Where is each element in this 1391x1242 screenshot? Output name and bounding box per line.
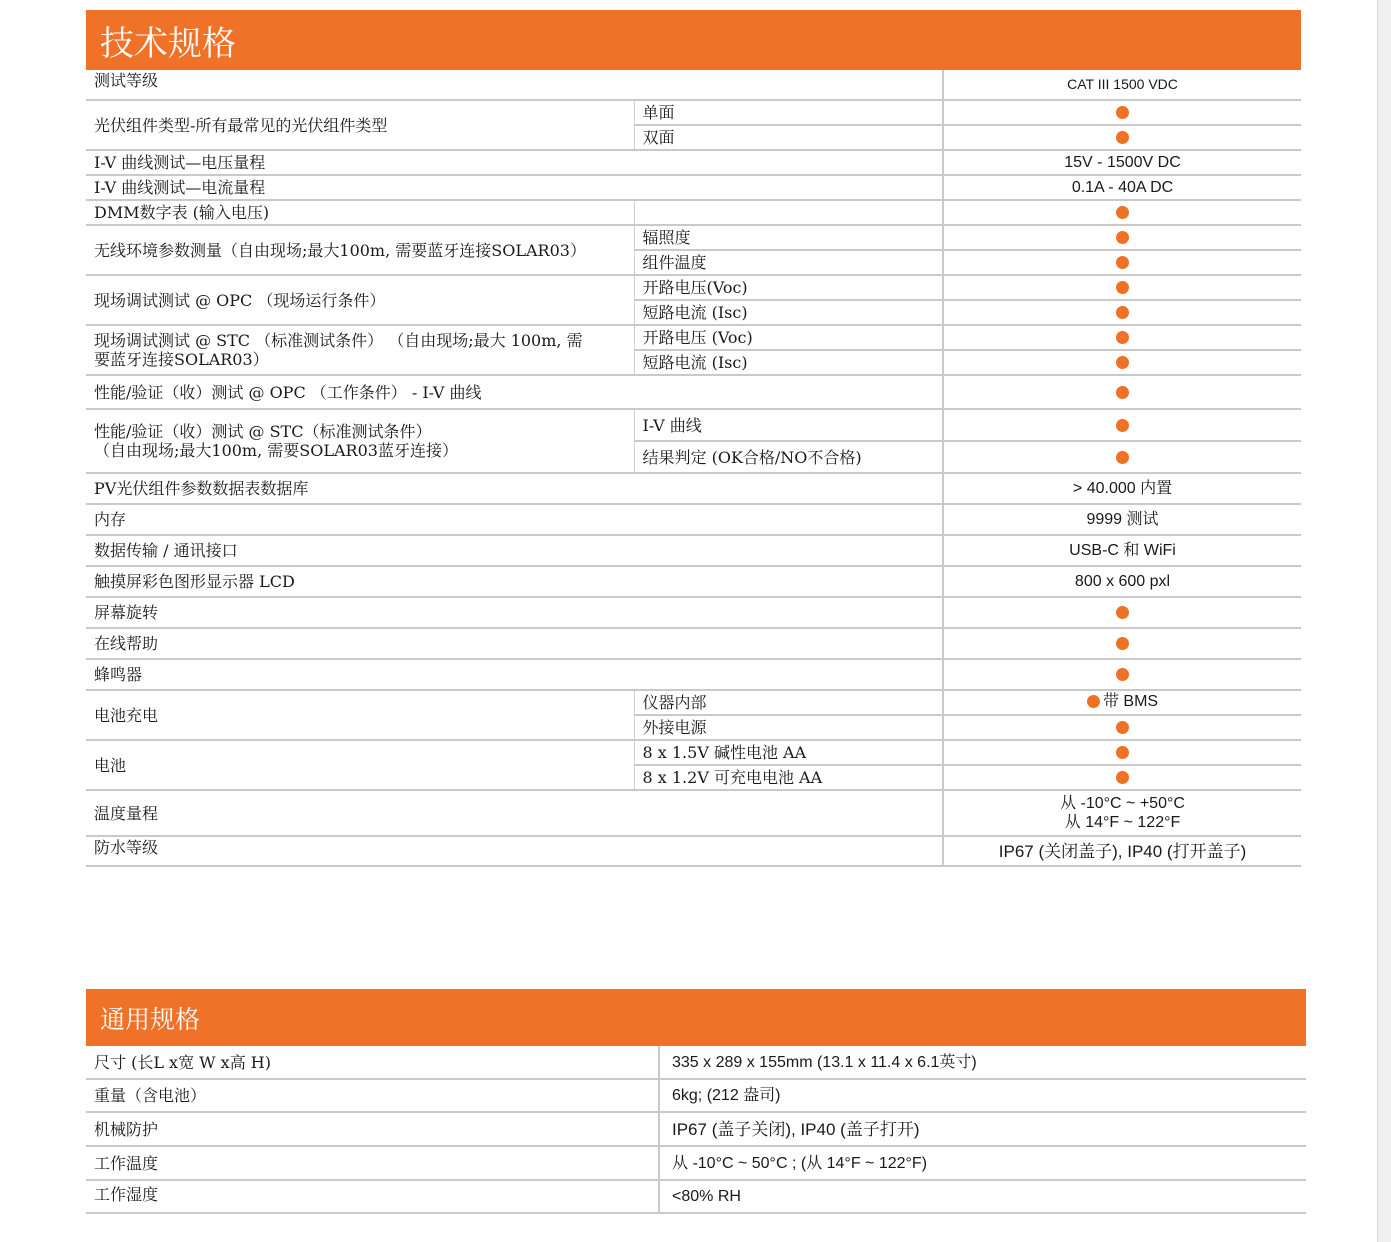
dot-icon: [1087, 695, 1100, 708]
table-row: [86, 275, 1301, 300]
spec-value: USB-C 和 WiFi: [943, 535, 1301, 566]
spec-label: 数据传输 / 通讯接口: [86, 535, 943, 566]
dot-icon: [1116, 256, 1129, 269]
spec-sublabel: 短路电流 (Isc): [634, 300, 943, 325]
spec-sublabel: I-V 曲线: [634, 409, 943, 441]
table-row: [86, 175, 1301, 200]
spec-value: 从 -10°C ~ 50°C ; (从 14°F ~ 122°F): [659, 1146, 1306, 1180]
dot-icon: [1116, 106, 1129, 119]
spec-label: 屏幕旋转: [86, 597, 943, 628]
spec-label: 工作温度: [86, 1146, 659, 1180]
spec-sublabel: 结果判定 (OK合格/NO不合格): [634, 441, 943, 473]
spec-label: 温度量程: [86, 790, 943, 836]
table-row: [86, 628, 1301, 659]
dot-icon: [1116, 356, 1129, 369]
table-row: [86, 473, 1301, 504]
table-row: [86, 200, 1301, 225]
spec-value: 15V - 1500V DC: [943, 150, 1301, 175]
spec-label: 尺寸 (长L x宽 W x高 H): [86, 1046, 659, 1079]
dot-icon: [1116, 746, 1129, 759]
spec-label: I-V 曲线测试—电流量程: [86, 175, 943, 200]
general-specs-header: [86, 989, 1306, 1046]
table-row: [86, 659, 1301, 690]
dot-icon: [1116, 668, 1129, 681]
spec-label: 蜂鸣器: [86, 659, 943, 690]
tech-specs-table: [86, 70, 1301, 867]
spec-value-line: 从 14°F ~ 122°F: [1064, 814, 1181, 831]
tech-specs-header: [86, 10, 1301, 70]
table-row: [86, 597, 1301, 628]
spec-label: [86, 409, 634, 473]
dot-icon: [1116, 771, 1129, 784]
spec-value: IP67 (盖子关闭), IP40 (盖子打开): [659, 1112, 1306, 1146]
spec-label-line: 要蓝牙连接SOLAR03）: [94, 350, 269, 369]
spec-value: > 40.000 内置: [943, 473, 1301, 504]
dot-icon: [1116, 206, 1129, 219]
spec-sublabel: 8 x 1.2V 可充电电池 AA: [634, 765, 943, 790]
spec-label: 防水等级: [86, 836, 943, 866]
dot-icon: [1116, 451, 1129, 464]
spec-sublabel: 组件温度: [634, 250, 943, 275]
spec-label: 性能/验证（收）测试 @ OPC （工作条件） - I-V 曲线: [86, 375, 943, 409]
spec-label: 光伏组件类型-所有最常见的光伏组件类型: [86, 100, 634, 150]
spec-value: IP67 (关闭盖子), IP40 (打开盖子): [943, 836, 1301, 866]
table-row: [86, 325, 1301, 350]
spec-value: 带 BMS: [1102, 693, 1159, 710]
table-row: [86, 1146, 1306, 1180]
spec-label: 内存: [86, 504, 943, 535]
spec-value: CAT III 1500 VDC: [943, 70, 1301, 100]
dot-icon: [1116, 637, 1129, 650]
spec-value: 6kg; (212 盎司): [659, 1079, 1306, 1112]
table-row: [86, 566, 1301, 597]
table-row: [86, 375, 1301, 409]
dot-icon: [1116, 721, 1129, 734]
spec-sublabel: 8 x 1.5V 碱性电池 AA: [634, 740, 943, 765]
table-row: [86, 1112, 1306, 1146]
page-edge: [1377, 0, 1391, 1242]
dot-icon: [1116, 231, 1129, 244]
spec-sublabel: 开路电压(Voc): [634, 275, 943, 300]
dot-icon: [1116, 131, 1129, 144]
table-row: [86, 1180, 1306, 1213]
spec-sublabel: 开路电压 (Voc): [634, 325, 943, 350]
table-row: [86, 70, 1301, 100]
spec-label: 测试等级: [86, 70, 943, 100]
spec-label: 电池充电: [86, 690, 634, 740]
table-row: [86, 740, 1301, 765]
table-row: [86, 150, 1301, 175]
spec-label-line: 现场调试测试 @ STC （标准测试条件） （自由现场;最大 100m, 需: [94, 331, 583, 350]
general-specs-table: [86, 1046, 1306, 1214]
spec-sublabel: 短路电流 (Isc): [634, 350, 943, 375]
table-row: [86, 504, 1301, 535]
table-row: [86, 690, 1301, 715]
table-row: [86, 790, 1301, 836]
spec-label: PV光伏组件参数数据表数据库: [86, 473, 943, 504]
spec-label: 工作湿度: [86, 1180, 659, 1213]
spec-label: DMM数字表 (输入电压): [86, 200, 634, 225]
spec-sublabel: 外接电源: [634, 715, 943, 740]
spec-label: [86, 325, 634, 375]
dot-icon: [1116, 419, 1129, 432]
tech-specs-title: 技术规格: [100, 23, 236, 64]
spec-label: 重量（含电池）: [86, 1079, 659, 1112]
table-row: [86, 535, 1301, 566]
spec-sublabel: 辐照度: [634, 225, 943, 250]
dot-icon: [1116, 606, 1129, 619]
spec-label: 无线环境参数测量（自由现场;最大100m, 需要蓝牙连接SOLAR03）: [86, 225, 634, 275]
dot-icon: [1116, 306, 1129, 319]
spec-label-line: 性能/验证（收）测试 @ STC（标准测试条件）: [94, 422, 432, 441]
table-row: [86, 836, 1301, 866]
dot-icon: [1116, 331, 1129, 344]
table-row: [86, 1046, 1306, 1079]
spec-value-line: 从 -10°C ~ +50°C: [1060, 795, 1185, 812]
spec-label: 电池: [86, 740, 634, 790]
spec-label: 机械防护: [86, 1112, 659, 1146]
spec-value: 335 x 289 x 155mm (13.1 x 11.4 x 6.1英寸): [659, 1046, 1306, 1079]
spec-label: 在线帮助: [86, 628, 943, 659]
table-row: [86, 100, 1301, 125]
spec-sublabel: 双面: [634, 125, 943, 150]
spec-value: <80% RH: [659, 1180, 1306, 1213]
spec-label: 触摸屏彩色图形显示器 LCD: [86, 566, 943, 597]
table-row: [86, 225, 1301, 250]
spec-sublabel: 仪器内部: [634, 690, 943, 715]
spec-value: 9999 测试: [943, 504, 1301, 535]
spec-label-line: （自由现场;最大100m, 需要SOLAR03蓝牙连接）: [94, 441, 458, 460]
spec-label: 现场调试测试 @ OPC （现场运行条件）: [86, 275, 634, 325]
dot-icon: [1116, 281, 1129, 294]
spec-value: 800 x 600 pxl: [943, 566, 1301, 597]
spec-sublabel: 单面: [634, 100, 943, 125]
table-row: [86, 409, 1301, 441]
spec-label: I-V 曲线测试—电压量程: [86, 150, 943, 175]
general-specs-title: 通用规格: [100, 1004, 201, 1034]
spec-value: [943, 790, 1301, 836]
spec-value: 0.1A - 40A DC: [943, 175, 1301, 200]
table-row: [86, 1079, 1306, 1112]
dot-icon: [1116, 386, 1129, 399]
